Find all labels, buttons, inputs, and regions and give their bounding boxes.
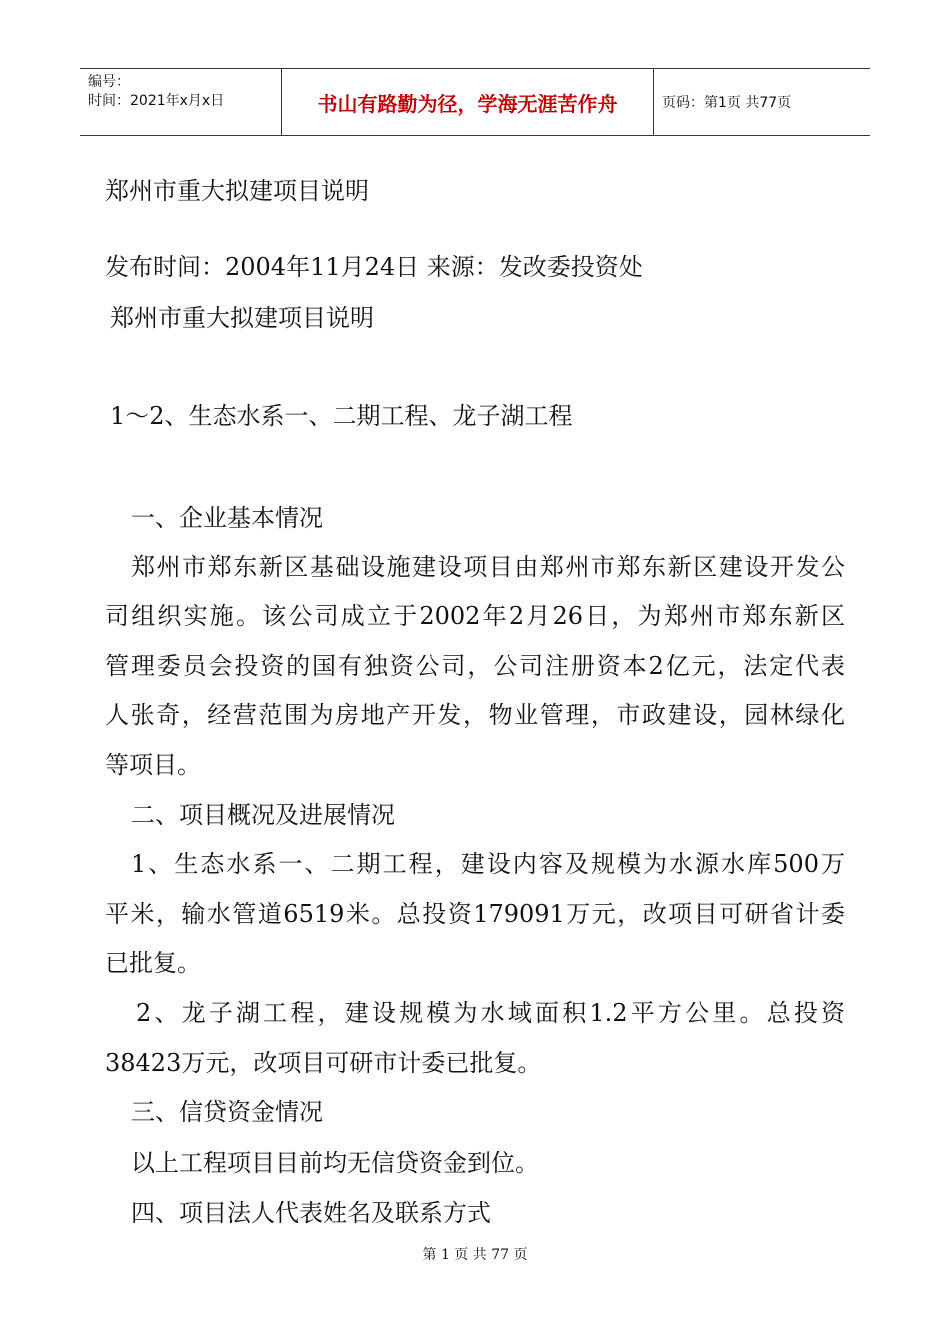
- header-left-cell: [80, 69, 282, 135]
- section-2-item-1-line: 平米，输水管道6519米。总投资179091万元，改项目可研省计委: [105, 900, 845, 928]
- section-2-item-1-line: 已批复。: [105, 949, 201, 977]
- section-2-item-2-line: 38423万元，改项目可研市计委已批复。: [105, 1049, 542, 1077]
- document-title: 郑州市重大拟建项目说明: [105, 177, 369, 205]
- section-1-line: 人张奇，经营范围为房地产开发，物业管理，市政建设，园林绿化: [105, 701, 845, 729]
- section-2-item-2-line: 2、龙子湖工程，建设规模为水域面积1.2平方公里。总投资: [136, 999, 845, 1027]
- section-heading-2: 二、项目概况及进展情况: [131, 801, 395, 829]
- document-subtitle: 郑州市重大拟建项目说明: [110, 304, 374, 332]
- section-heading-1: 一、企业基本情况: [131, 504, 323, 532]
- header-page-code: 页码：第1页 共77页: [662, 95, 792, 111]
- section-3-text: 以上工程项目目前均无信贷资金到位。: [131, 1149, 539, 1177]
- section-heading-3: 三、信贷资金情况: [131, 1098, 323, 1126]
- header-motto-cell: [282, 69, 654, 135]
- section-2-item-1-line: 1、生态水系一、二期工程，建设内容及规模为水源水库500万: [131, 850, 845, 878]
- document-number-label: 编号：: [88, 74, 130, 90]
- publish-meta: 发布时间：2004年11月24日 来源：发改委投资处: [105, 253, 643, 281]
- header-motto: 书山有路勤为径，学海无涯苦作舟: [317, 92, 618, 116]
- section-1-line: 等项目。: [105, 751, 201, 779]
- section-1-line: 郑州市郑东新区基础设施建设项目由郑州市郑东新区建设开发公: [131, 553, 845, 581]
- header-page-cell: [654, 69, 870, 135]
- section-1-line: 司组织实施。该公司成立于2002年2月26日，为郑州市郑东新区: [105, 602, 845, 630]
- page-footer: 第 1 页 共 77 页: [422, 1247, 528, 1263]
- document-time-label: 时间：2021年x月x日: [88, 93, 225, 109]
- project-heading: 1～2、生态水系一、二期工程、龙子湖工程: [110, 402, 573, 430]
- section-heading-4: 四、项目法人代表姓名及联系方式: [131, 1199, 491, 1227]
- header-table: [80, 68, 870, 136]
- section-1-line: 管理委员会投资的国有独资公司，公司注册资本2亿元，法定代表: [105, 652, 845, 680]
